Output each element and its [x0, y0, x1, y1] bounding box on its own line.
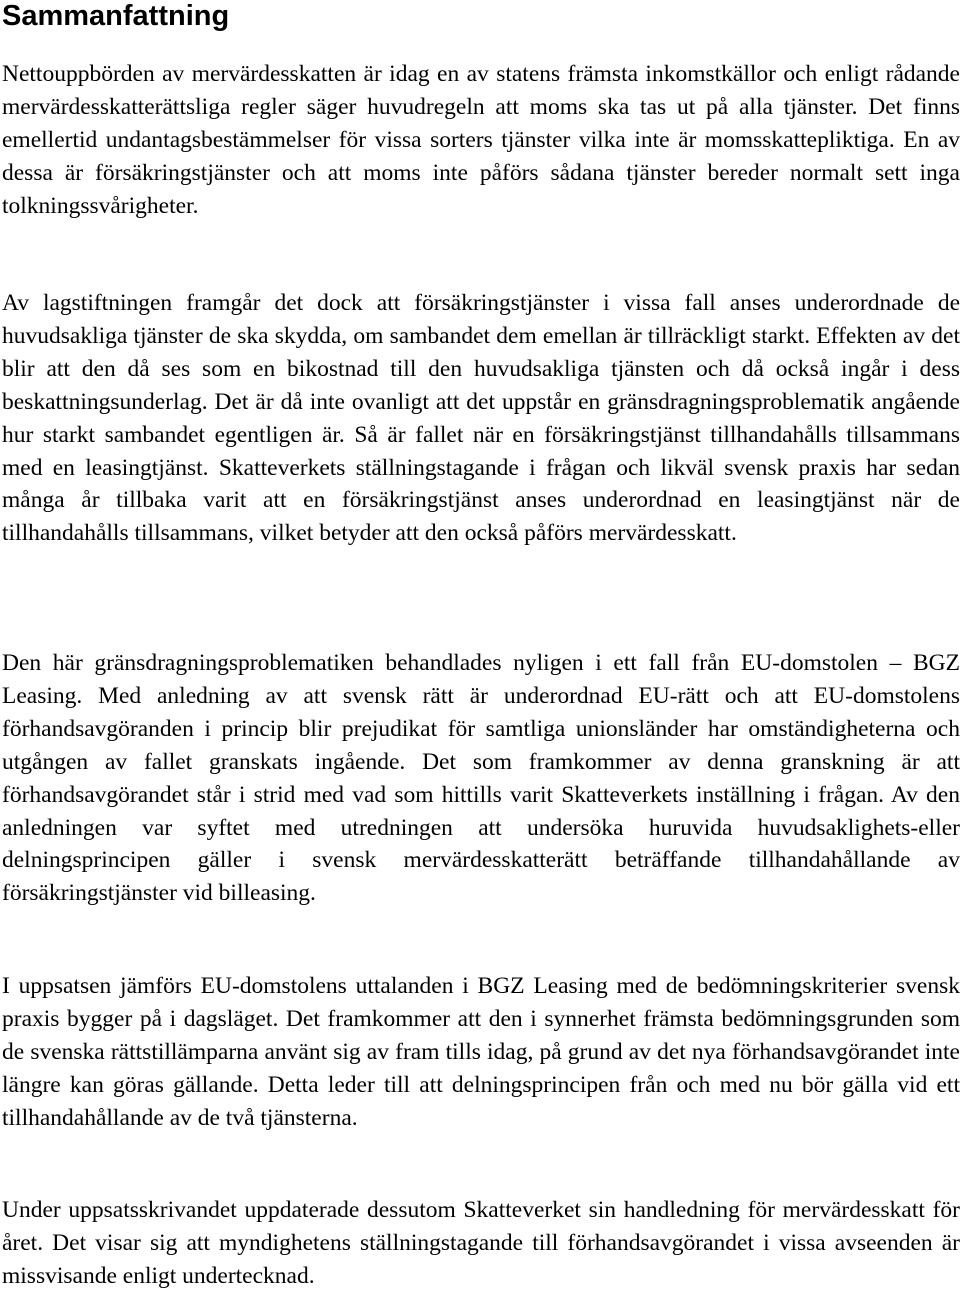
- paragraph-bgz-leasing: Den här gränsdragningsproblematiken behandlades nyligen i ett fall från EU-domstolen – BGZ Leasing. Med anledning av att svensk rätt är underordnad EU-rätt och att EU-domstolens förhandsavgöranden i princip blir prejudikat för samtliga unionsländer har omständigheterna och utgången av fallet granskats ingående. Det som framkommer av denna granskning är att förhandsavgörandet står i strid med vad som hittills varit Skatteverkets inställning i frågan. Av den anledningen var syftet med utredningen att undersöka huruvida huvudsaklighets-eller delningsprincipen gäller i svensk mervärdesskatterätt beträffande tillhandahållande av försäkringstjänster vid billeasing.: [2, 650, 960, 907]
- paragraph-intro: Nettouppbörden av mervärdesskatten är idag en av statens främsta inkomstkällor och enligt rådande mervärdesskatterättsliga regler säger huvudregeln att moms ska tas ut på alla tjänster. Det finns emellertid undantagsbestämmelser för vissa sorters tjänster vilka inte är momsskattepliktiga. En av dessa är försäkringstjänster och att moms inte påförs sådana tjänster bereder normalt sett inga tolkningssvårigheter.: [2, 61, 960, 219]
- paragraph-update: Under uppsatsskrivandet uppdaterade dessutom Skatteverket sin handledning för mervärdesskatt för året. Det visar sig att myndighetens ställningstagande till förhandsavgörandet i vissa avseenden är missvisande enligt undertecknad.: [2, 1197, 960, 1289]
- paragraph-comparison: I uppsatsen jämförs EU-domstolens uttalanden i BGZ Leasing med de bedömningskriterier svensk praxis bygger på i dagsläget. Det framkommer att den i synnerhet främsta bedömningsgrunden som de svenska rättstillämparna använt sig av fram tills idag, på grund av det nya förhandsavgörandet inte längre kan göras gällande. Detta leder till att delningsprincipen från och med nu bör gälla vid ett tillhandahållande av de två tjänsterna.: [2, 973, 960, 1131]
- section-heading: Sammanfattning: [2, 0, 230, 32]
- paragraph-legislation: Av lagstiftningen framgår det dock att försäkringstjänster i vissa fall anses underordnade de huvudsakliga tjänster de ska skydda, om sambandet dem emellan är tillräckligt starkt. Effekten av det blir att den då ses som en bikostnad till den huvudsakliga tjänsten och då också ingår i dess beskattningsunderlag. Det är då inte ovanligt att det uppstår en gränsdragningsproblematik angående hur starkt sambandet egentligen är. Så är fallet när en försäkringstjänst tillhandahålls tillsammans med en leasingtjänst. Skatteverkets ställningstagande i frågan och likväl svensk praxis har sedan många år tillbaka varit att en försäkringstjänst anses underordnad en leasingtjänst när de tillhandahålls tillsammans, vilket betyder att den också påförs mervärdesskatt.: [2, 290, 960, 547]
